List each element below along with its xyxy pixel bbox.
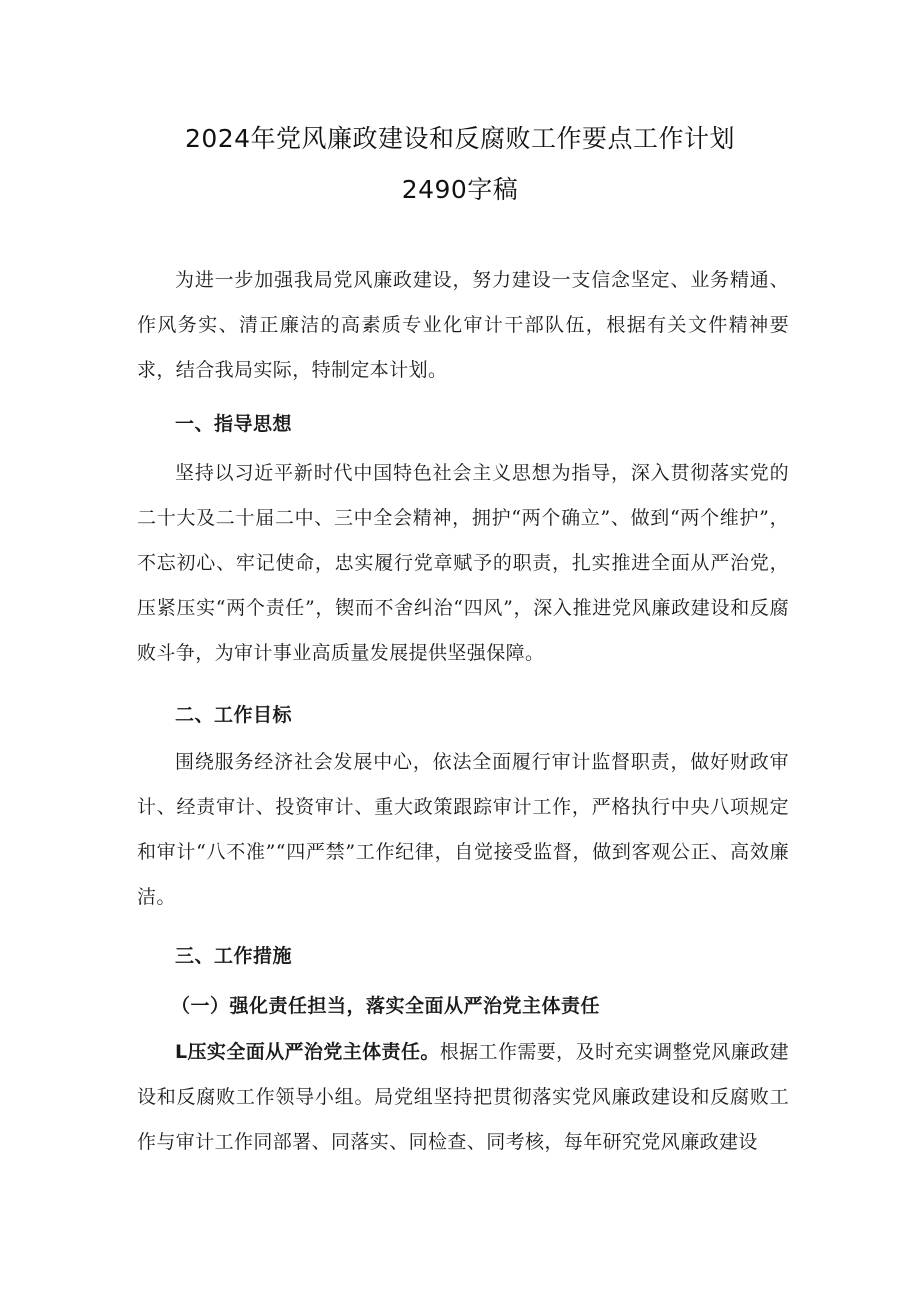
document-title-line1: 2024年党风廉政建设和反腐败工作要点工作计划	[184, 124, 736, 153]
section2-body: 围绕服务经济社会发展中心，依法全面履行审计监督职责，做好财政审计、经责审计、投资审计、重大政策跟踪审计工作，严格执行中央八项规定和审计“八不准”“四严禁”工作纪律，自觉接受监督，做到客观公正、高效廉洁。	[137, 751, 789, 908]
section3-item1-paragraph	[137, 1030, 789, 1165]
item1-body: 根据工作需要，及时充实调整党风廉政建设和反腐败工作领导小组。局党组坚持把贯彻落实党风廉政建设和反腐败工作与审计工作同部署、同落实、同检查、同考核，每年研究党风廉政建设	[137, 1041, 789, 1153]
section1-heading: 一、指导思想	[175, 413, 293, 435]
section1-body: 坚持以习近平新时代中国特色社会主义思想为指导，深入贯彻落实党的二十大及二十届二中、三中全会精神，拥护“两个确立”、做到“两个维护”，不忘初心、牢记使命，忠实履行党章赋予的职责，扎实推进全面从严治党，压紧压实“两个责任”，锲而不舍纠治“四风”，深入推进党风廉政建设和反腐败斗争，为审计事业高质量发展提供坚强保障。	[137, 462, 789, 664]
intro-paragraph: 为进一步加强我局党风廉政建设，努力建设一支信念坚定、业务精通、作风务实、清正廉洁的高素质专业化审计干部队伍，根据有关文件精神要求，结合我局实际，特制定本计划。	[137, 269, 789, 381]
section3-heading: 三、工作措施	[175, 945, 293, 967]
item1-lead: L压实全面从严治党主体责任。	[175, 1041, 440, 1063]
document-title-line2: 2490字稿	[401, 175, 519, 204]
section2-heading: 二、工作目标	[175, 704, 293, 726]
section3-sub1-heading: （一）强化责任担当，落实全面从严治党主体责任	[171, 995, 601, 1017]
